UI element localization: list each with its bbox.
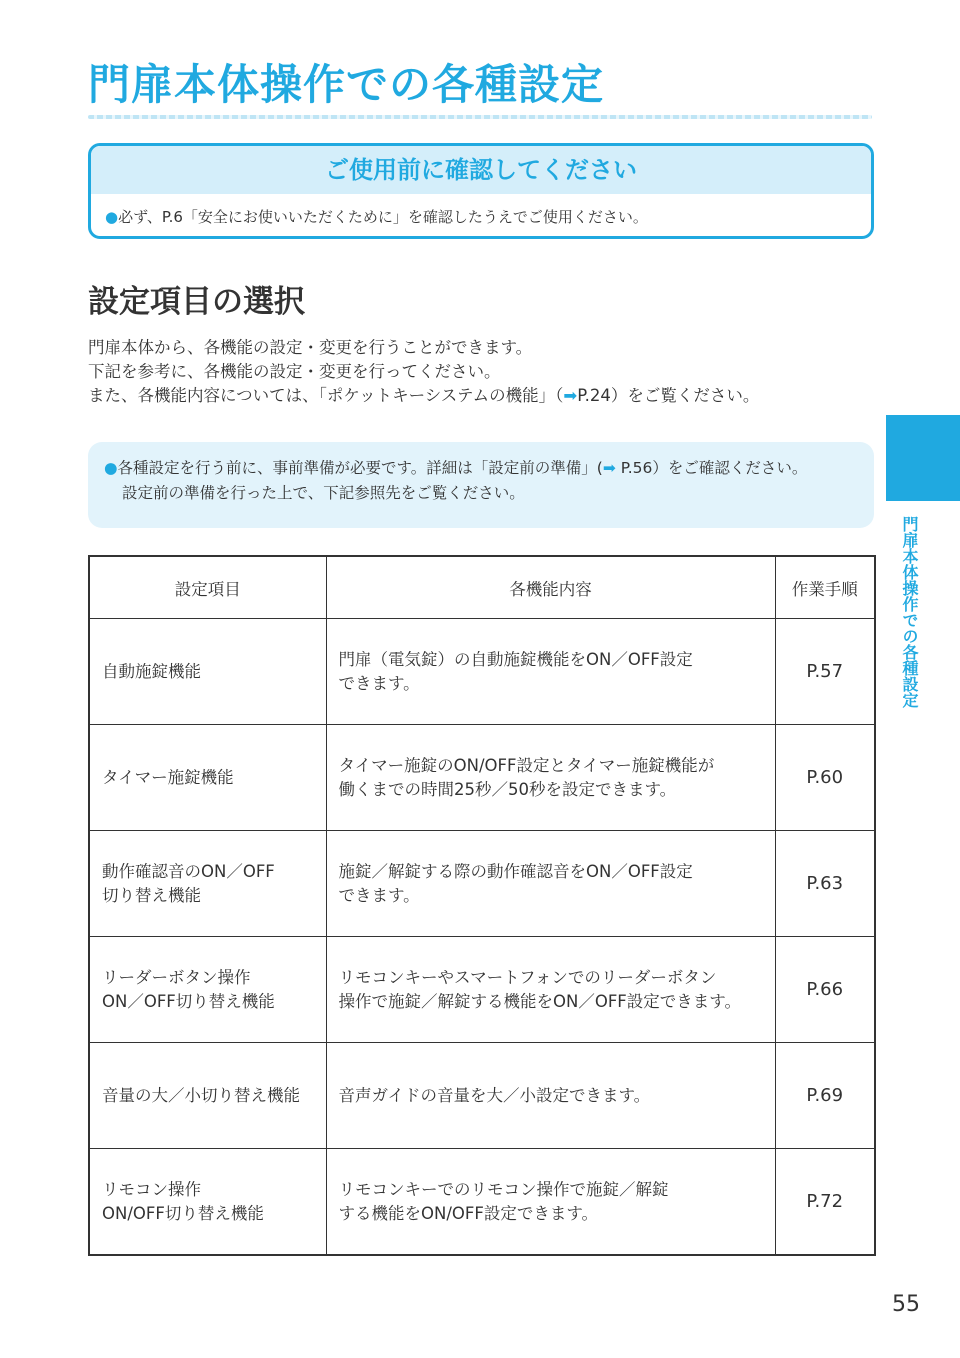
setting-description: [326, 937, 775, 1043]
setting-item-text: ON/OFF切り替え機能: [102, 1203, 264, 1223]
description-line: リモコンキーやスマートフォンでのリーダーボタン: [338, 967, 717, 987]
intro-line-text: また、各機能内容については、「ポケットキーシステムの機能」（: [88, 386, 564, 405]
intro-line: 下記を参考に、各機能の設定・変更を行ってください。: [88, 362, 501, 381]
info-text: 各種設定を行う前に、事前準備が必要です。詳細は「設定前の準備」(: [117, 459, 603, 477]
header-item: 設定項目: [89, 556, 326, 619]
setting-item: [89, 937, 326, 1043]
table-row: [89, 937, 875, 1043]
setting-item: [89, 1043, 326, 1149]
description-line: タイマー施錠のON/OFF設定とタイマー施錠機能が: [338, 755, 715, 775]
setting-item: [89, 1149, 326, 1256]
description-line: できます。: [338, 885, 420, 905]
setting-description: [326, 831, 775, 937]
info-line: 設定前の準備を行った上で、下記参照先をご覧ください。: [122, 484, 525, 502]
info-box: [88, 442, 874, 528]
setting-description: [326, 1043, 775, 1149]
setting-item-text: 切り替え機能: [102, 885, 201, 905]
description-line: 操作で施錠／解錠する機能をON／OFF設定できます。: [338, 991, 741, 1011]
setting-item-text: タイマー施錠機能: [102, 767, 234, 787]
setting-item: [89, 725, 326, 831]
side-tab: [886, 415, 960, 501]
description-line: 門扉（電気錠）の自動施錠機能をON／OFF設定: [338, 649, 693, 669]
table-row: [89, 1149, 875, 1256]
arrow-right-icon: ➡: [602, 459, 616, 477]
setting-item-text: 自動施錠機能: [102, 661, 201, 681]
description-line: リモコンキーでのリモコン操作で施錠／解錠: [338, 1179, 669, 1199]
setting-item-text: リモコン操作: [102, 1179, 201, 1199]
procedure-page[interactable]: P.57: [775, 619, 875, 725]
table-row: [89, 725, 875, 831]
intro-text: [88, 336, 868, 408]
table-row: [89, 831, 875, 937]
intro-line: [88, 384, 868, 408]
intro-line: 門扉本体から、各機能の設定・変更を行うことができます。: [88, 338, 533, 357]
page-title: 門扉本体操作での各種設定: [88, 60, 605, 109]
procedure-page[interactable]: P.60: [775, 725, 875, 831]
description-line: 施錠／解錠する際の動作確認音をON／OFF設定: [338, 861, 693, 881]
notice-text: 必ず、P.6「安全にお使いいただくために」を確認したうえでご使用ください。: [118, 208, 648, 226]
procedure-page[interactable]: P.63: [775, 831, 875, 937]
page-reference-link[interactable]: P.56）をご確認ください。: [615, 459, 808, 477]
page-number: 55: [892, 1292, 920, 1317]
procedure-page[interactable]: P.66: [775, 937, 875, 1043]
procedure-page[interactable]: P.69: [775, 1043, 875, 1149]
table-header-row: [89, 556, 875, 619]
side-tab-label: 門扉本体操作での各種設定: [900, 516, 919, 708]
setting-description: [326, 1149, 775, 1256]
setting-item-text: 動作確認音のON／OFF: [102, 861, 275, 881]
description-line: 音声ガイドの音量を大／小設定できます。: [338, 1085, 651, 1105]
bullet-icon: ●: [105, 208, 119, 226]
description-line: する機能をON/OFF設定できます。: [338, 1203, 599, 1223]
setting-description: [326, 725, 775, 831]
header-description: 各機能内容: [326, 556, 775, 619]
arrow-right-icon: ➡: [563, 386, 578, 405]
setting-description: [326, 619, 775, 725]
page-reference-link[interactable]: P.24）をご覧ください。: [577, 386, 760, 405]
setting-item: [89, 831, 326, 937]
setting-item-text: リーダーボタン操作: [102, 967, 251, 987]
setting-item-text: ON／OFF切り替え機能: [102, 991, 275, 1011]
description-line: 働くまでの時間25秒／50秒を設定できます。: [338, 779, 677, 799]
table-row: [89, 619, 875, 725]
info-line: [104, 456, 862, 481]
setting-item: [89, 619, 326, 725]
notice-heading: ご使用前に確認してください: [91, 146, 871, 194]
description-line: できます。: [338, 673, 420, 693]
setting-item-text: 音量の大／小切り替え機能: [102, 1085, 300, 1105]
section-title: 設定項目の選択: [88, 284, 305, 320]
title-divider: [88, 115, 872, 119]
notice-body: [91, 194, 871, 239]
header-procedure: 作業手順: [775, 556, 875, 619]
procedure-page[interactable]: P.72: [775, 1149, 875, 1256]
settings-table: [88, 555, 876, 1256]
bullet-icon: ●: [104, 459, 118, 477]
table-row: [89, 1043, 875, 1149]
notice-box: [88, 143, 874, 239]
